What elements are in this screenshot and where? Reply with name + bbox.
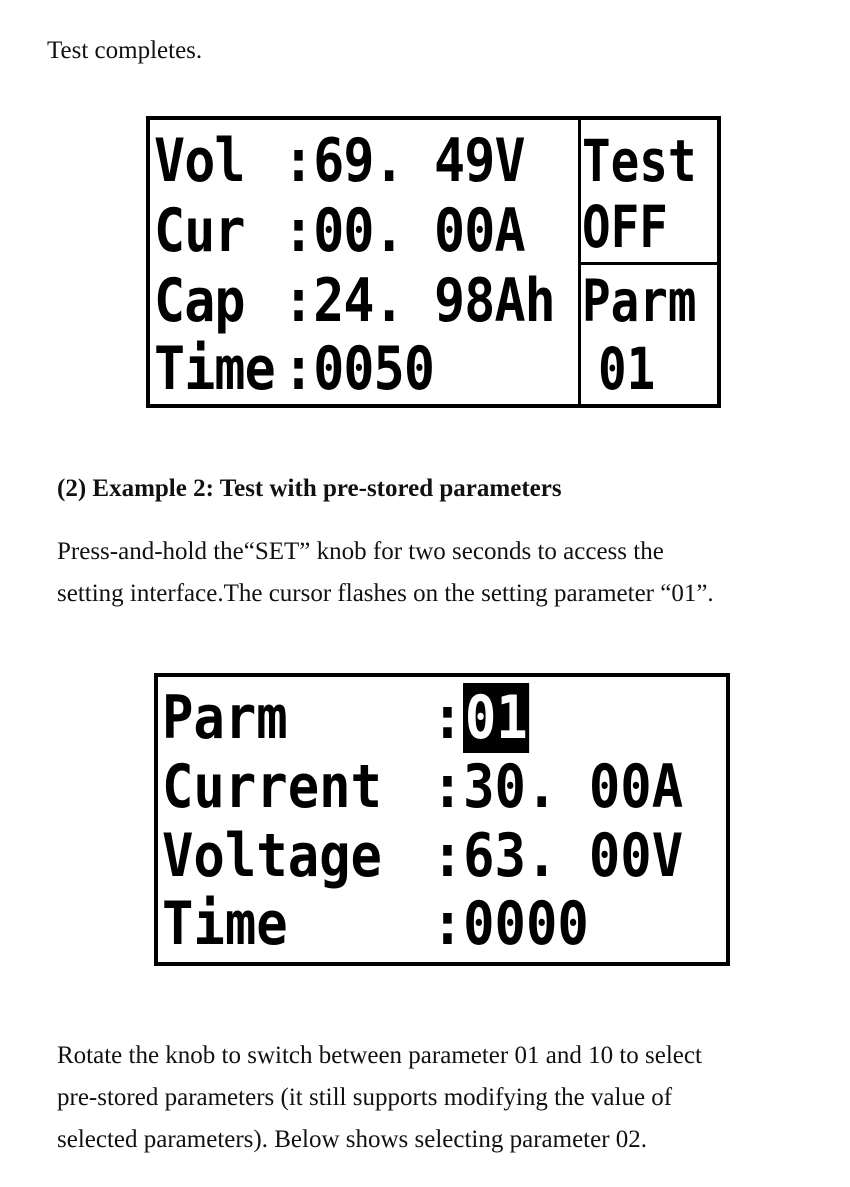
lcd-row-parm — [162, 683, 529, 753]
lcd-label-cur: Cur — [154, 196, 245, 266]
lcd-row-vol — [154, 126, 525, 196]
lcd-test-label: Test — [582, 127, 697, 195]
lcd-colon: : — [431, 889, 464, 959]
lcd-parm-label: Parm — [582, 267, 697, 335]
lcd-label-cap: Cap — [154, 266, 245, 336]
lcd-row-time — [154, 334, 434, 404]
lcd-parm-value: 01 — [598, 335, 656, 403]
lcd-row-cur — [154, 196, 525, 266]
lcd-value-vol: :69. 49V — [283, 126, 525, 196]
lcd-test-status: OFF — [582, 193, 668, 261]
paragraph-line: Rotate the knob to switch between parameter 01 and 10 to select — [57, 1042, 702, 1069]
lcd-colon: : — [431, 821, 464, 891]
lcd-horizontal-divider — [578, 262, 717, 265]
paragraph-line: pre-stored parameters (it still supports modifying the value of — [57, 1084, 673, 1111]
lcd-value-cap: :24. 98Ah — [283, 266, 555, 336]
lcd-row-current — [162, 752, 683, 822]
paragraph-line: setting interface.The cursor flashes on the setting parameter “01”. — [57, 580, 714, 607]
lcd-label-time: Time — [162, 889, 288, 959]
lcd-value-current: 30. 00A — [463, 752, 684, 822]
lcd-label-vol: Vol — [154, 126, 245, 196]
lcd-colon: : — [431, 683, 464, 753]
lcd-label-current: Current — [162, 752, 383, 822]
lcd-row-cap — [154, 266, 555, 336]
lcd-value-voltage: 63. 00V — [463, 821, 684, 891]
paragraph-line: Press-and-hold the“SET” knob for two seconds to access the — [57, 538, 664, 565]
lcd-label-time: Time — [154, 334, 275, 404]
lcd-display-test-complete — [146, 116, 721, 408]
paragraph-rotate-knob — [57, 1035, 702, 1161]
paragraph-access-setting — [57, 531, 714, 615]
lcd-value-cur: :00. 00A — [283, 196, 525, 266]
lcd-value-time: :0050 — [283, 334, 435, 404]
lcd-label-voltage: Voltage — [162, 821, 383, 891]
lcd-row-voltage — [162, 821, 683, 891]
intro-text: Test completes. — [47, 37, 203, 64]
paragraph-line: selected parameters). Below shows selecting parameter 02. — [57, 1126, 648, 1153]
lcd-label-parm: Parm — [162, 683, 288, 753]
lcd-colon: : — [431, 752, 464, 822]
lcd-value-time: 0000 — [463, 889, 589, 959]
lcd-display-settings — [154, 673, 730, 966]
lcd-row-time — [162, 889, 589, 959]
lcd-cursor-value-parm: 01 — [464, 683, 528, 753]
section-heading: (2) Example 2: Test with pre-stored parameters — [57, 475, 562, 502]
